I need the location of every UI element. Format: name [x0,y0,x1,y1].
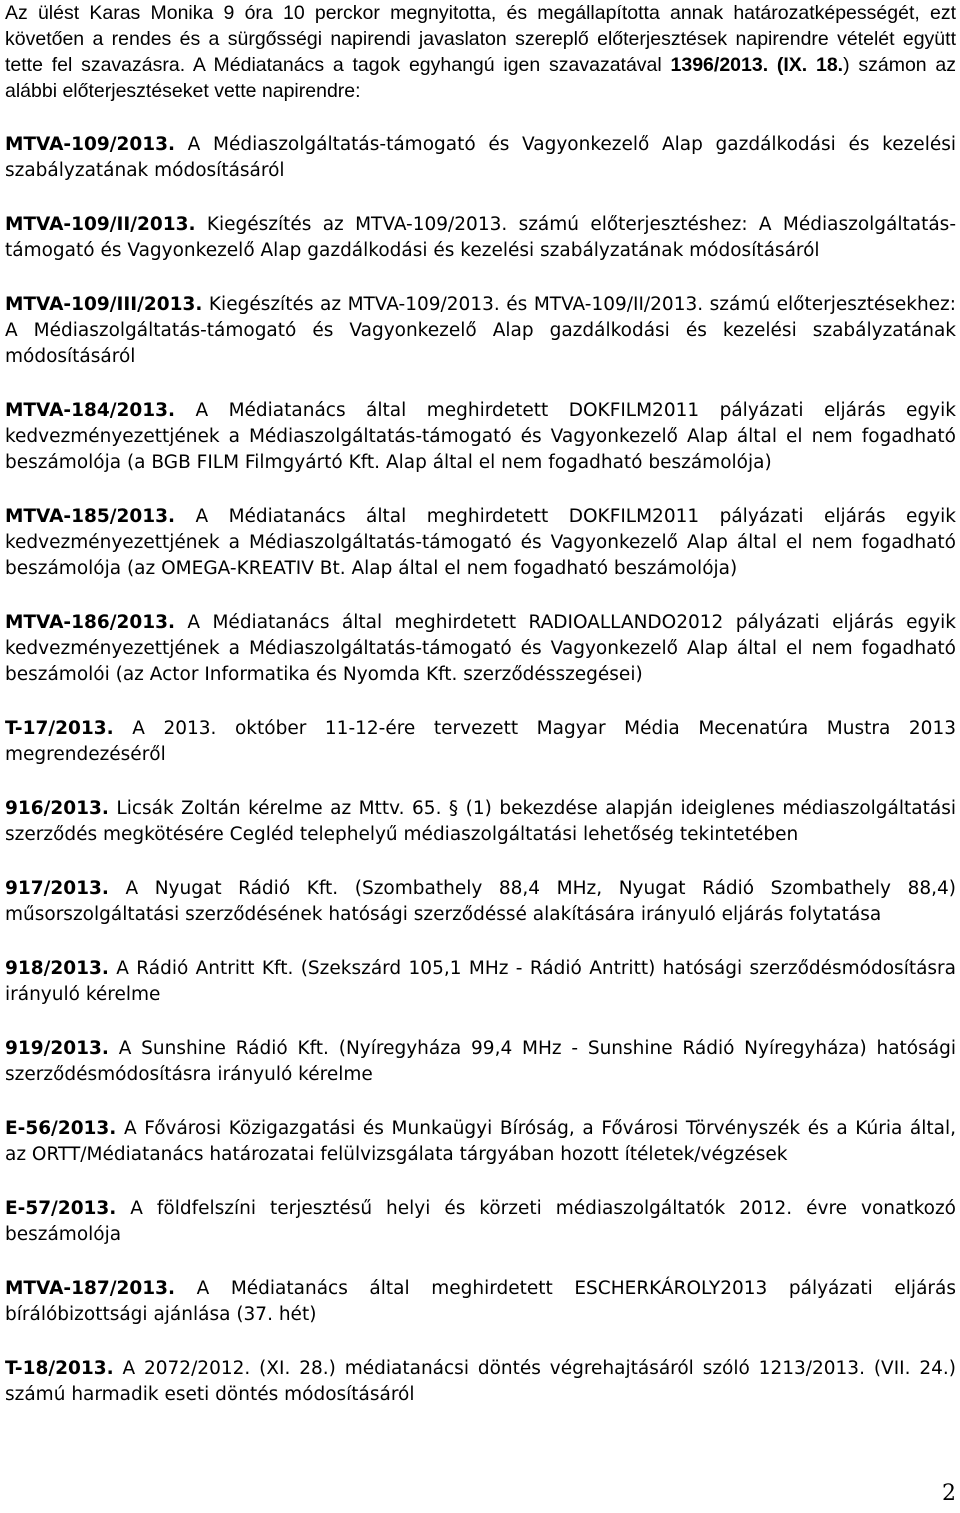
item-code: MTVA-185/2013. [5,506,175,527]
agenda-item [5,1196,956,1248]
item-code: E-56/2013. [5,1118,117,1139]
item-code: E-57/2013. [5,1198,117,1219]
item-text: A Rádió Antritt Kft. (Szekszárd 105,1 MHz - Rádió Antritt) hatósági szerződésmódosításra irányuló kérelme [5,958,956,1005]
item-text: A Médiaszolgáltatás-támogató és Vagyonkezelő Alap gazdálkodási és kezelési szabályzatának módosításáról [5,134,956,181]
agenda-item [5,504,956,582]
agenda-item [5,716,956,768]
agenda-document [5,0,956,1408]
agenda-item [5,796,956,848]
agenda-item [5,1036,956,1088]
item-code: 918/2013. [5,958,109,979]
agenda-item [5,292,956,370]
item-text: Kiegészítés az MTVA-109/2013. számú előterjesztéshez: A Médiaszolgáltatás-támogató és Vagyonkezelő Alap gazdálkodási és kezelési szabályzatának módosításáról [5,214,956,261]
agenda-item [5,132,956,184]
item-text: Licsák Zoltán kérelme az Mttv. 65. § (1) bekezdése alapján ideiglenes médiaszolgáltatási szerződés megkötésére Cegléd telephelyű médiaszolgáltatási lehetőség tekintetében [5,798,956,845]
item-code: MTVA-109/III/2013. [5,294,203,315]
item-code: T-17/2013. [5,718,114,739]
item-code: 919/2013. [5,1038,109,1059]
intro-text-end: ) számon az alábbi előterjesztéseket vette napirendre: [5,54,957,102]
agenda-item [5,212,956,264]
intro-paragraph [5,0,956,104]
agenda-item [5,398,956,476]
item-text: A Médiatanács által meghirdetett RADIOALLANDO2012 pályázati eljárás egyik kedvezményezettjének a Médiaszolgáltatás-támogató és Vagyonkezelő Alap által el nem fogadható beszámolói (az Actor Informatika és Nyomda Kft. szerződésszegései) [5,612,956,685]
item-code: MTVA-187/2013. [5,1278,175,1299]
intro-text: Az ülést Karas Monika 9 óra 10 perckor megnyitotta, és megállapította annak határozatképességét, ezt követően a rendes és a sürgősségi napirendi javaslaton szereplő előterjesztések napirendre vételét együtt tette fel szavazásra. A Médiatanács a tagok egyhangú igen szavazatával [5,2,956,76]
agenda-item [5,610,956,688]
page-number: 2 [942,1481,956,1506]
item-code: MTVA-184/2013. [5,400,175,421]
item-code: MTVA-109/2013. [5,134,175,155]
agenda-item [5,956,956,1008]
item-code: 917/2013. [5,878,109,899]
item-text: A 2013. október 11-12-ére tervezett Magyar Média Mecenatúra Mustra 2013 megrendezéséről [5,718,956,765]
item-text: A Médiatanács által meghirdetett ESCHERKÁROLY2013 pályázati eljárás bírálóbizottsági ajánlása (37. hét) [5,1278,956,1325]
item-text: A földfelszíni terjesztésű helyi és körzeti médiaszolgáltatók 2012. évre vonatkozó beszámolója [5,1198,956,1245]
item-text: A Fővárosi Közigazgatási és Munkaügyi Bíróság, a Fővárosi Törvényszék és a Kúria által, az ORTT/Médiatanács határozatai felülvizsgálata tárgyában hozott ítéletek/végzések [5,1118,956,1165]
agenda-item [5,1276,956,1328]
agenda-item [5,876,956,928]
item-code: 916/2013. [5,798,109,819]
item-text: A 2072/2012. (XI. 28.) médiatanácsi döntés végrehajtásáról szóló 1213/2013. (VII. 24.) számú harmadik eseti döntés módosításáról [5,1358,956,1405]
agenda-list [5,132,956,1408]
item-text: A Sunshine Rádió Kft. (Nyíregyháza 99,4 MHz - Sunshine Rádió Nyíregyháza) hatósági szerződésmódosításra irányuló kérelme [5,1038,956,1085]
item-text: Kiegészítés az MTVA-109/2013. és MTVA-109/II/2013. számú előterjesztésekhez: A Médiaszolgáltatás-támogató és Vagyonkezelő Alap gazdálkodási és kezelési szabályzatának módosításáról [5,294,956,367]
item-code: MTVA-109/II/2013. [5,214,196,235]
item-text: A Médiatanács által meghirdetett DOKFILM2011 pályázati eljárás egyik kedvezményezettjének a Médiaszolgáltatás-támogató és Vagyonkezelő Alap által el nem fogadható beszámolója (az OMEGA-KREATIV Bt. Alap által el nem fogadható beszámolója) [5,506,956,579]
resolution-number: 1396/2013. (IX. 18. [670,54,844,76]
item-text: A Nyugat Rádió Kft. (Szombathely 88,4 MHz, Nyugat Rádió Szombathely 88,4) műsorszolgáltatási szerződésének hatósági szerződéssé alakítására irányuló eljárás folytatása [5,878,956,925]
item-code: T-18/2013. [5,1358,114,1379]
item-code: MTVA-186/2013. [5,612,175,633]
agenda-item [5,1116,956,1168]
agenda-item [5,1356,956,1408]
item-text: A Médiatanács által meghirdetett DOKFILM2011 pályázati eljárás egyik kedvezményezettjének a Médiaszolgáltatás-támogató és Vagyonkezelő Alap által el nem fogadható beszámolója (a BGB FILM Filmgyártó Kft. Alap által el nem fogadható beszámolója) [5,400,956,473]
